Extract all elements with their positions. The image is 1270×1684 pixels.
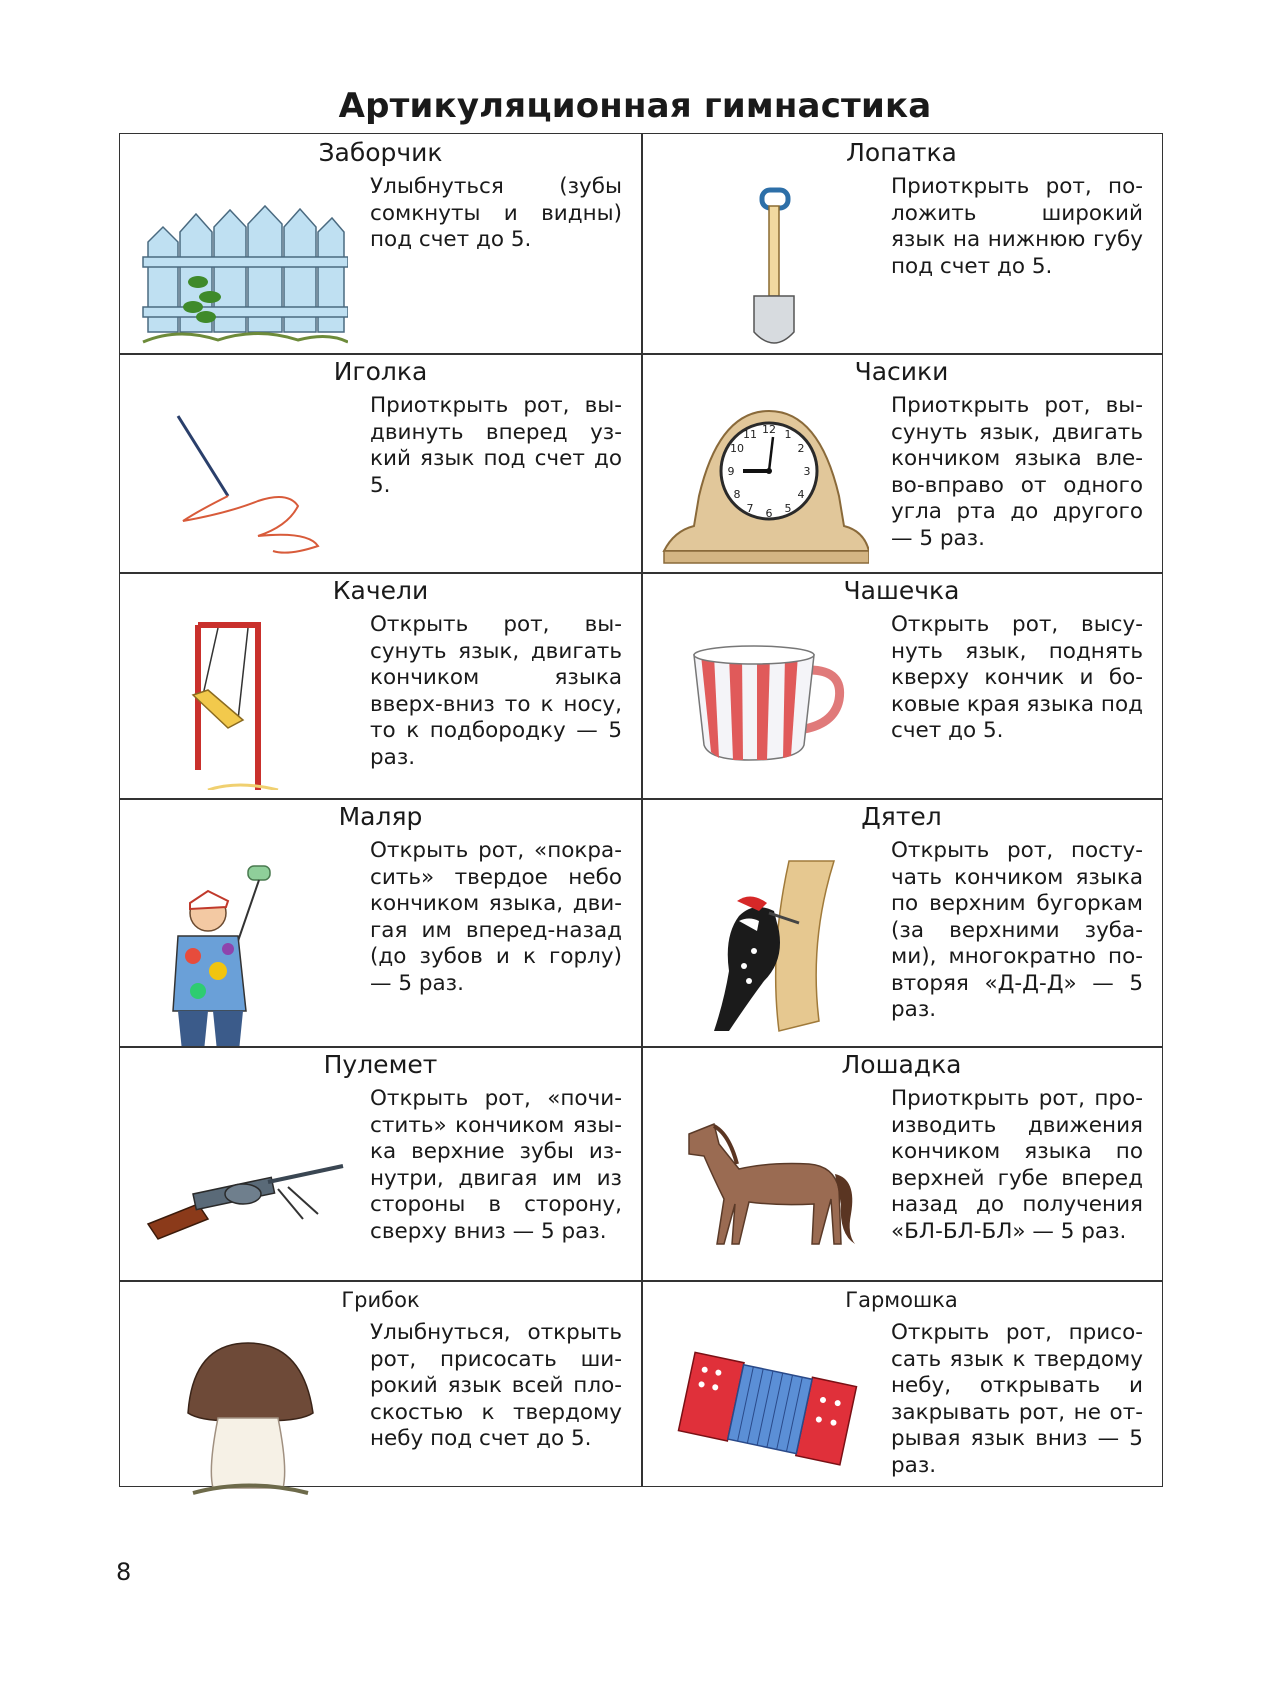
exercise-cell [120, 572, 641, 798]
exercise-description: Открыть рот, «покрасить» твердое небо кончиком языка, двигая им вперед-назад (до зубов и к горлу) — 5 раз. [370, 838, 622, 996]
exercise-name: Иголка [333, 357, 428, 386]
exercise-description: Приоткрыть рот, производить движения кончиком языка по верхней губе вперед назад до получения «БЛ-БЛ-БЛ» — 5 раз. [891, 1086, 1143, 1244]
accordion-icon [659, 1328, 869, 1498]
exercise-cell [120, 353, 641, 572]
exercise-description: Приоткрыть рот, положить широкий язык на нижнюю губу под счет до 5. [891, 174, 1143, 279]
clock-numeral: 9 [727, 465, 735, 478]
clock-numeral: 1 [784, 428, 792, 441]
exercise-description: Открыть рот, постучать кончиком языка по верхним бугоркам (за верхними зубами), многократно повторяя «Д-Д-Д» — 5 раз. [891, 838, 1143, 1022]
exercise-description: Открыть рот, высунуть язык, поднять кверху кончик и боковые края языка под счет до 5. [891, 612, 1143, 743]
fence-icon [138, 182, 348, 352]
exercise-name: Лопатка [846, 138, 957, 167]
page-number: 8 [116, 1558, 132, 1586]
mushroom-icon [138, 1328, 348, 1498]
shovel-icon [659, 182, 869, 352]
exercise-cell [120, 798, 641, 1046]
exercise-name: Гармошка [845, 1288, 958, 1312]
clock-icon [659, 401, 869, 571]
exercise-name: Дятел [861, 802, 942, 831]
exercise-description: Приоткрыть рот, выдвинуть вперед узкий язык под счет до 5. [370, 393, 622, 498]
exercise-description: Открыть рот, «почистить» кончиком языка верхние зубы изнутри, двигая им из стороны в сторону, сверху вниз — 5 раз. [370, 1086, 622, 1244]
exercise-cell [641, 1280, 1164, 1488]
clock-numeral: 11 [743, 428, 757, 441]
clock-numeral: 5 [784, 502, 792, 515]
exercise-cell [641, 1046, 1164, 1280]
exercise-name: Лошадка [841, 1050, 962, 1079]
exercise-description: Открыть рот, присосать язык к твердому небу, открывать и закрывать рот, не отрывая язык вниз — 5 раз. [891, 1320, 1143, 1478]
exercise-description: Открыть рот, высунуть язык, двигать кончиком языка вверх-вниз то к носу, то к подбородку — 5 раз. [370, 612, 622, 770]
clock-numeral: 4 [797, 488, 805, 501]
clock-numeral: 6 [765, 507, 773, 520]
exercise-name: Качели [332, 576, 429, 605]
exercise-cell [120, 1280, 641, 1488]
exercise-name: Часики [854, 357, 949, 386]
clock-numeral: 2 [797, 442, 805, 455]
clock-numeral: 7 [746, 502, 754, 515]
exercise-name: Заборчик [318, 138, 443, 167]
exercise-cell [120, 1046, 641, 1280]
clock-numeral: 12 [762, 423, 776, 436]
exercise-name: Чашечка [843, 576, 960, 605]
exercise-description: Улыбнуться (зубы сомкнуты и видны) под счет до 5. [370, 174, 622, 252]
clock-numeral: 3 [803, 465, 811, 478]
exercise-cell [641, 353, 1164, 572]
exercise-name: Маляр [338, 802, 423, 831]
painter-icon [138, 846, 348, 1046]
cup-icon [659, 620, 869, 790]
clock-numeral: 10 [730, 442, 744, 455]
page-title: Артикуляционная гимнастика [338, 86, 932, 126]
exercise-cell [641, 572, 1164, 798]
exercise-description: Улыбнуться, открыть рот, присосать широкий язык всей плоскостью к твердому небу под счет до 5. [370, 1320, 622, 1451]
machine-gun-icon [138, 1094, 348, 1264]
horse-icon [659, 1094, 869, 1264]
exercise-cell [120, 134, 641, 353]
exercise-name: Пулемет [323, 1050, 438, 1079]
exercise-cell [641, 134, 1164, 353]
woodpecker-icon [659, 846, 869, 1046]
exercises-table [119, 133, 1163, 1487]
exercise-description: Приоткрыть рот, высунуть язык, двигать кончиком языка влево-вправо от одного угла рта до другого — 5 раз. [891, 393, 1143, 551]
exercise-cell [641, 798, 1164, 1046]
needle-icon [138, 401, 348, 571]
exercise-name: Грибок [341, 1288, 420, 1312]
clock-numeral: 8 [733, 488, 741, 501]
swing-icon [138, 620, 348, 790]
